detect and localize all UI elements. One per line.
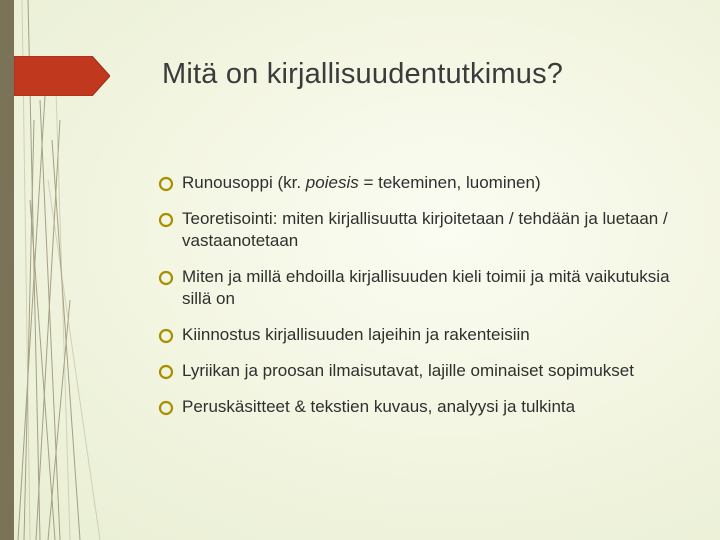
- bullet-text: Teoretisointi: miten kirjallisuutta kirjoitetaan / tehdään ja luetaan / vastaanotetaan: [182, 209, 668, 250]
- bullet-item: [158, 396, 678, 418]
- bullet-text: Lyriikan ja proosan ilmaisutavat, lajille ominaiset sopimukset: [182, 361, 634, 380]
- bullet-item: [158, 360, 678, 382]
- title-accent-tab: [14, 56, 110, 96]
- circle-outline-icon: [158, 364, 174, 380]
- bullet-text-pre: Runousoppi (kr.: [182, 173, 306, 192]
- bullet-text-post: = tekeminen, luominen): [358, 173, 541, 192]
- circle-outline-icon: [158, 400, 174, 416]
- bullet-text-emphasis: poiesis: [305, 173, 359, 192]
- bullet-item: [158, 208, 678, 252]
- bullet-text: Peruskäsitteet & tekstien kuvaus, analyysi ja tulkinta: [182, 397, 576, 416]
- bullet-item: [158, 266, 678, 310]
- circle-outline-icon: [158, 328, 174, 344]
- circle-outline-icon: [158, 270, 174, 286]
- bullet-item: [158, 324, 678, 346]
- circle-outline-icon: [158, 212, 174, 228]
- slide-title: Mitä on kirjallisuudentutkimus?: [162, 58, 564, 90]
- bullet-list: [158, 172, 678, 418]
- bullet-text: Miten ja millä ehdoilla kirjallisuuden kieli toimii ja mitä vaikutuksia sillä on: [182, 267, 670, 308]
- bullet-text: Kiinnostus kirjallisuuden lajeihin ja rakenteisiin: [182, 325, 530, 344]
- bullet-item: [158, 172, 678, 194]
- circle-outline-icon: [158, 176, 174, 192]
